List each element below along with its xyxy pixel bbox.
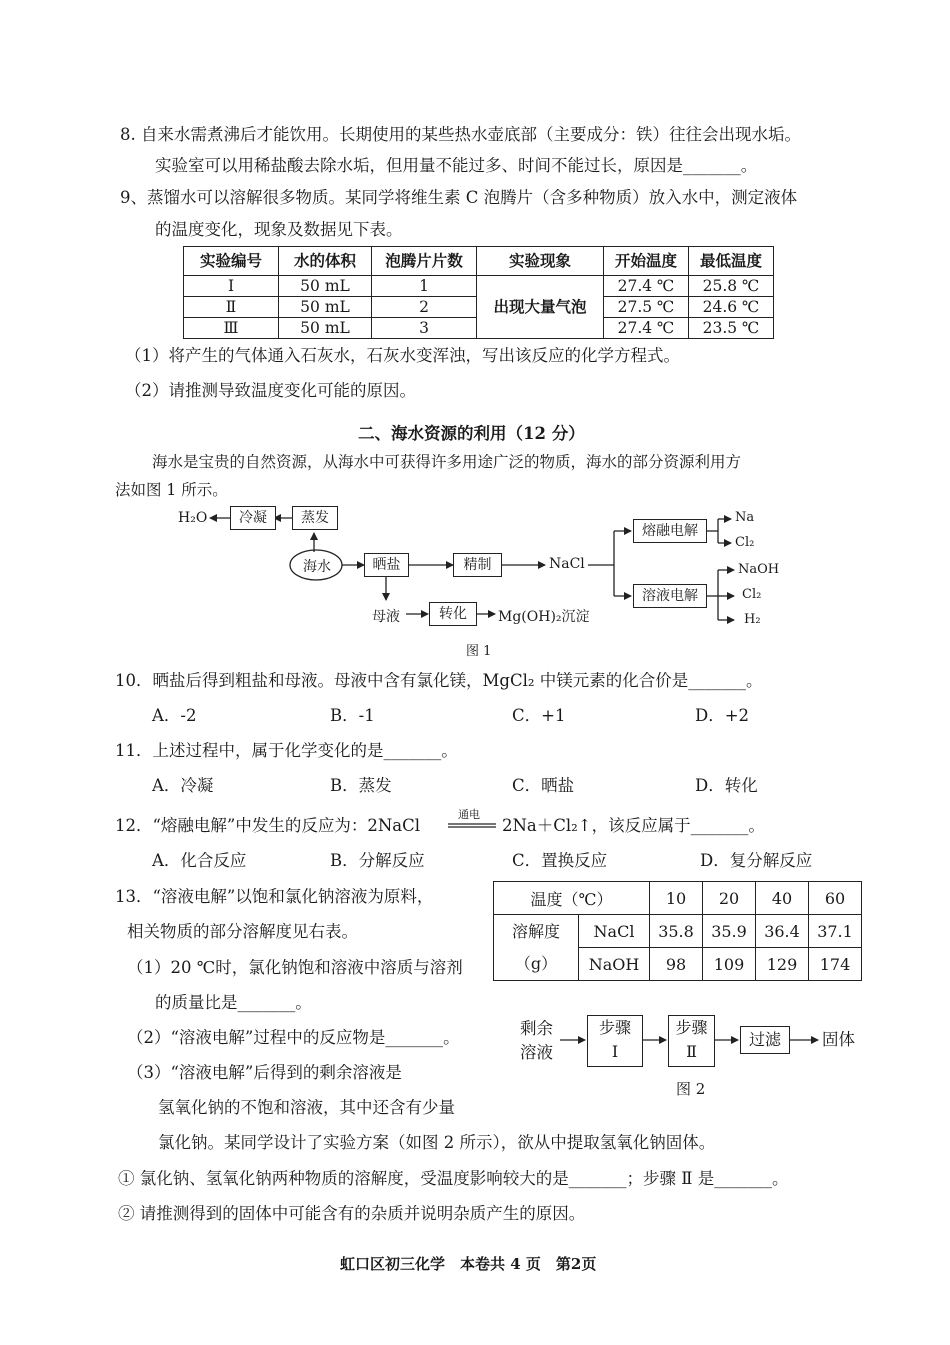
step2-number: Ⅱ [686, 1042, 697, 1061]
q11-option-c[interactable]: C．晒盐 [512, 776, 575, 795]
table-cell: 1 [372, 276, 477, 297]
table-cell: 98 [650, 948, 703, 981]
step2-box [668, 1015, 715, 1067]
table-cell: Ⅱ [184, 297, 279, 318]
molten-electrolysis-box: 熔融电解 [633, 519, 707, 543]
table-cell: 27.4 ℃ [604, 276, 689, 297]
na-label: Na [735, 510, 755, 525]
q11-option-a[interactable]: A．冷凝 [152, 776, 214, 795]
remaining-label-line2: 溶液 [520, 1043, 553, 1062]
q10-option-b[interactable]: B．-1 [330, 706, 375, 725]
table-cell: 24.6 ℃ [689, 297, 774, 318]
table-cell: 27.4 ℃ [604, 318, 689, 339]
q9-sub1: （1）将产生的气体通入石灰水，石灰水变浑浊，写出该反应的化学方程式。 [125, 346, 680, 365]
q12-stem-part1: 12．“熔融电解”中发生的反应为：2NaCl [115, 816, 421, 835]
table-cell: 109 [703, 948, 756, 981]
table-cell: 36.4 [756, 915, 809, 948]
step1-label: 步骤 [598, 1018, 631, 1037]
figure2-caption: 图 2 [676, 1080, 706, 1098]
condense-box: 冷凝 [230, 506, 276, 530]
q11-option-b[interactable]: B．蒸发 [330, 776, 392, 795]
h2-label: H₂ [744, 612, 761, 627]
table-cell: NaOH [579, 948, 650, 981]
table-header-cell: 水的体积 [279, 247, 372, 276]
q13-sub3-line2: 氢氧化钠的不饱和溶液，其中还含有少量 [158, 1098, 455, 1117]
table-cell: 37.1 [809, 915, 862, 948]
step1-box [587, 1015, 643, 1067]
q13-sub1-line1: （1）20 ℃时，氯化钠饱和溶液中溶质与溶剂 [127, 958, 463, 977]
seawater-label: 海水 [303, 559, 331, 575]
step2-label: 步骤 [675, 1018, 708, 1037]
mother-liquor-label: 母液 [372, 609, 400, 625]
section-intro-line2: 法如图 1 所示。 [115, 481, 228, 499]
q12-option-a[interactable]: A．化合反应 [152, 851, 247, 870]
temperature-header: 温度（℃） [494, 882, 650, 915]
table-cell: 27.5 ℃ [604, 297, 689, 318]
table-cell: 50 mL [279, 276, 372, 297]
q13-sub3-line1: （3）“溶液电解”后得到的剩余溶液是 [127, 1063, 402, 1082]
table-header-cell: 实验编号 [184, 247, 279, 276]
q8-line2: 实验室可以用稀盐酸去除水垢，但用量不能过多、时间不能过长，原因是_______。 [155, 156, 758, 175]
table-cell: 23.5 ℃ [689, 318, 774, 339]
h2o-label: H₂O [178, 510, 208, 526]
q12-condition: 通电 [458, 808, 480, 821]
solubility-table [493, 881, 862, 981]
filter-box: 过滤 [740, 1026, 790, 1054]
q13-sub2: （2）“溶液电解”过程中的反应物是_______。 [127, 1028, 460, 1047]
q13-question-b: ② 请推测得到的固体中可能含有的杂质并说明杂质产生的原因。 [118, 1204, 586, 1223]
solubility-label: 溶解度 [511, 921, 560, 941]
q10-option-d[interactable]: D．+2 [695, 706, 750, 725]
solubility-table-row [494, 882, 862, 915]
q12-option-c[interactable]: C．置换反应 [512, 851, 608, 870]
q12-option-b[interactable]: B．分解反应 [330, 851, 425, 870]
table-cell-phenomenon: 出现大量气泡 [477, 276, 604, 339]
step1-number: Ⅰ [611, 1042, 619, 1061]
refine-box: 精制 [453, 553, 502, 577]
remaining-label-line1: 剩余 [520, 1019, 553, 1038]
q13-sub1-line2: 的质量比是_______。 [155, 993, 312, 1012]
nacl-label: NaCl [549, 556, 585, 572]
q9-sub2: （2）请推测导致温度变化可能的原因。 [125, 381, 416, 400]
section-intro-line1: 海水是宝贵的自然资源，从海水中可获得许多用途广泛的物质，海水的部分资源利用方 [152, 453, 742, 471]
table-cell: 10 [650, 882, 703, 915]
q9-line2: 的温度变化，现象及数据见下表。 [155, 220, 403, 239]
cl2-label: Cl₂ [735, 535, 755, 550]
q13-line2: 相关物质的部分溶解度见右表。 [127, 922, 358, 941]
table-cell: 50 mL [279, 318, 372, 339]
q13-sub3-line3: 氯化钠。某同学设计了实验方案（如图 2 所示），欲从中提取氢氧化钠固体。 [158, 1133, 716, 1152]
q12-stem-part2: 2Na＋Cl₂↑，该反应属于_______。 [502, 816, 765, 835]
convert-box: 转化 [429, 602, 477, 626]
solution-electrolysis-box: 溶液电解 [633, 584, 707, 608]
q10-option-c[interactable]: C．+1 [512, 706, 566, 725]
q8-line1: 8. 自来水需煮沸后才能饮用。长期使用的某些热水壶底部（主要成分：铁）往往会出现水垢。 [120, 125, 801, 144]
q10-option-a[interactable]: A．-2 [152, 706, 197, 725]
page-footer: 虹口区初三化学 本卷共 4 页 第2页 [340, 1255, 597, 1273]
table-header-cell: 最低温度 [689, 247, 774, 276]
q13-line1: 13．“溶液电解”以饱和氯化钠溶液为原料， [115, 887, 434, 906]
section-title: 二、海水资源的利用（12 分） [358, 424, 585, 443]
q11-stem: 11．上述过程中，属于化学变化的是_______。 [115, 741, 458, 760]
evaporate-box: 蒸发 [292, 506, 338, 530]
q13-question-a: ① 氯化钠、氢氧化钠两种物质的溶解度，受温度影响较大的是_______；步骤 Ⅱ 是_______。 [118, 1169, 789, 1188]
q9-line1: 9、蒸馏水可以溶解很多物质。某同学将维生素 C 泡腾片（含多种物质）放入水中，测定液体 [120, 188, 798, 207]
table-cell: 2 [372, 297, 477, 318]
table-cell: 50 mL [279, 297, 372, 318]
sun-salt-box: 晒盐 [364, 553, 409, 577]
table-cell: Ⅰ [184, 276, 279, 297]
table-header-cell: 开始温度 [604, 247, 689, 276]
table-cell: NaCl [579, 915, 650, 948]
figure1-caption: 图 1 [466, 644, 492, 659]
solid-label: 固体 [822, 1030, 855, 1049]
table-header-cell: 实验现象 [477, 247, 604, 276]
table-cell: Ⅲ [184, 318, 279, 339]
table-cell: 25.8 ℃ [689, 276, 774, 297]
table-cell: 35.8 [650, 915, 703, 948]
table-cell: 129 [756, 948, 809, 981]
solubility-label-cell [494, 915, 579, 981]
table-cell: 174 [809, 948, 862, 981]
q12-option-d[interactable]: D．复分解反应 [700, 851, 813, 870]
cl2-label: Cl₂ [742, 587, 762, 602]
table-cell: 35.9 [703, 915, 756, 948]
table-cell: 3 [372, 318, 477, 339]
mgoh2-label: Mg(OH)₂沉淀 [498, 609, 590, 625]
solubility-unit: （g） [514, 953, 558, 973]
q10-stem: 10．晒盐后得到粗盐和母液。母液中含有氯化镁，MgCl₂ 中镁元素的化合价是_______。 [115, 671, 763, 690]
table-cell: 60 [809, 882, 862, 915]
table-cell: 40 [756, 882, 809, 915]
q11-option-d[interactable]: D．转化 [695, 776, 758, 795]
table-header-cell: 泡腾片片数 [372, 247, 477, 276]
naoh-label: NaOH [738, 562, 780, 577]
solubility-table-row [494, 915, 862, 948]
table-cell: 20 [703, 882, 756, 915]
